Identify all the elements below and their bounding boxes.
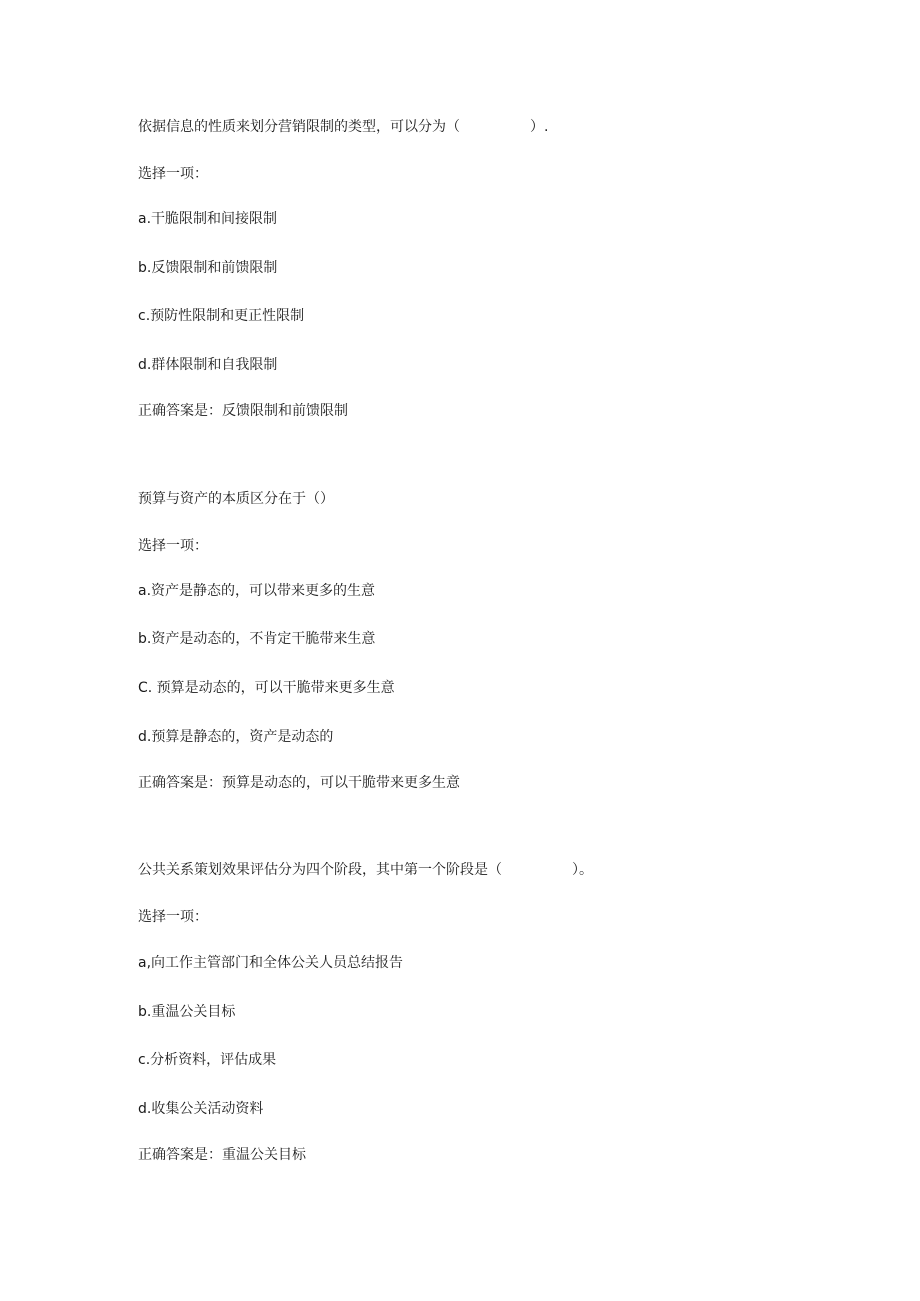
question-3-option-a: a,向工作主管部门和全体公关人员总结报告 — [138, 955, 404, 971]
question-2-option-d: d.预算是静态的，资产是动态的 — [138, 729, 334, 745]
question-2-prompt: 选择一项： — [138, 538, 208, 554]
question-3-stem: 公共关系策划效果评估分为四个阶段，其中第一个阶段是（ ）。 — [138, 862, 593, 878]
question-1-answer: 正确答案是：反馈限制和前馈限制 — [138, 403, 348, 419]
question-2-option-c: C. 预算是动态的，可以干脆带来更多生意 — [138, 680, 395, 696]
question-1-option-b: b.反馈限制和前馈限制 — [138, 260, 278, 276]
question-2-answer: 正确答案是：预算是动态的，可以干脆带来更多生意 — [138, 775, 460, 791]
question-3-option-d: d.收集公关活动资料 — [138, 1101, 264, 1117]
question-3-answer: 正确答案是：重温公关目标 — [138, 1147, 306, 1163]
question-1-option-a: a.干脆限制和间接限制 — [138, 211, 278, 227]
question-3-option-c: c.分析资料，评估成果 — [138, 1052, 277, 1068]
question-3-prompt: 选择一项： — [138, 909, 208, 925]
question-2-stem: 预算与资产的本质区分在于（） — [138, 491, 334, 507]
question-2-option-b: b.资产是动态的，不肯定干脆带来生意 — [138, 631, 376, 647]
question-1-option-c: c.预防性限制和更正性限制 — [138, 308, 305, 324]
question-1-option-d: d.群体限制和自我限制 — [138, 357, 278, 373]
question-3-option-b: b.重温公关目标 — [138, 1004, 236, 1020]
question-2-option-a: a.资产是静态的，可以带来更多的生意 — [138, 583, 376, 599]
question-1-prompt: 选择一项： — [138, 166, 208, 182]
question-1-stem: 依据信息的性质来划分营销限制的类型，可以分为（ ）. — [138, 119, 549, 135]
